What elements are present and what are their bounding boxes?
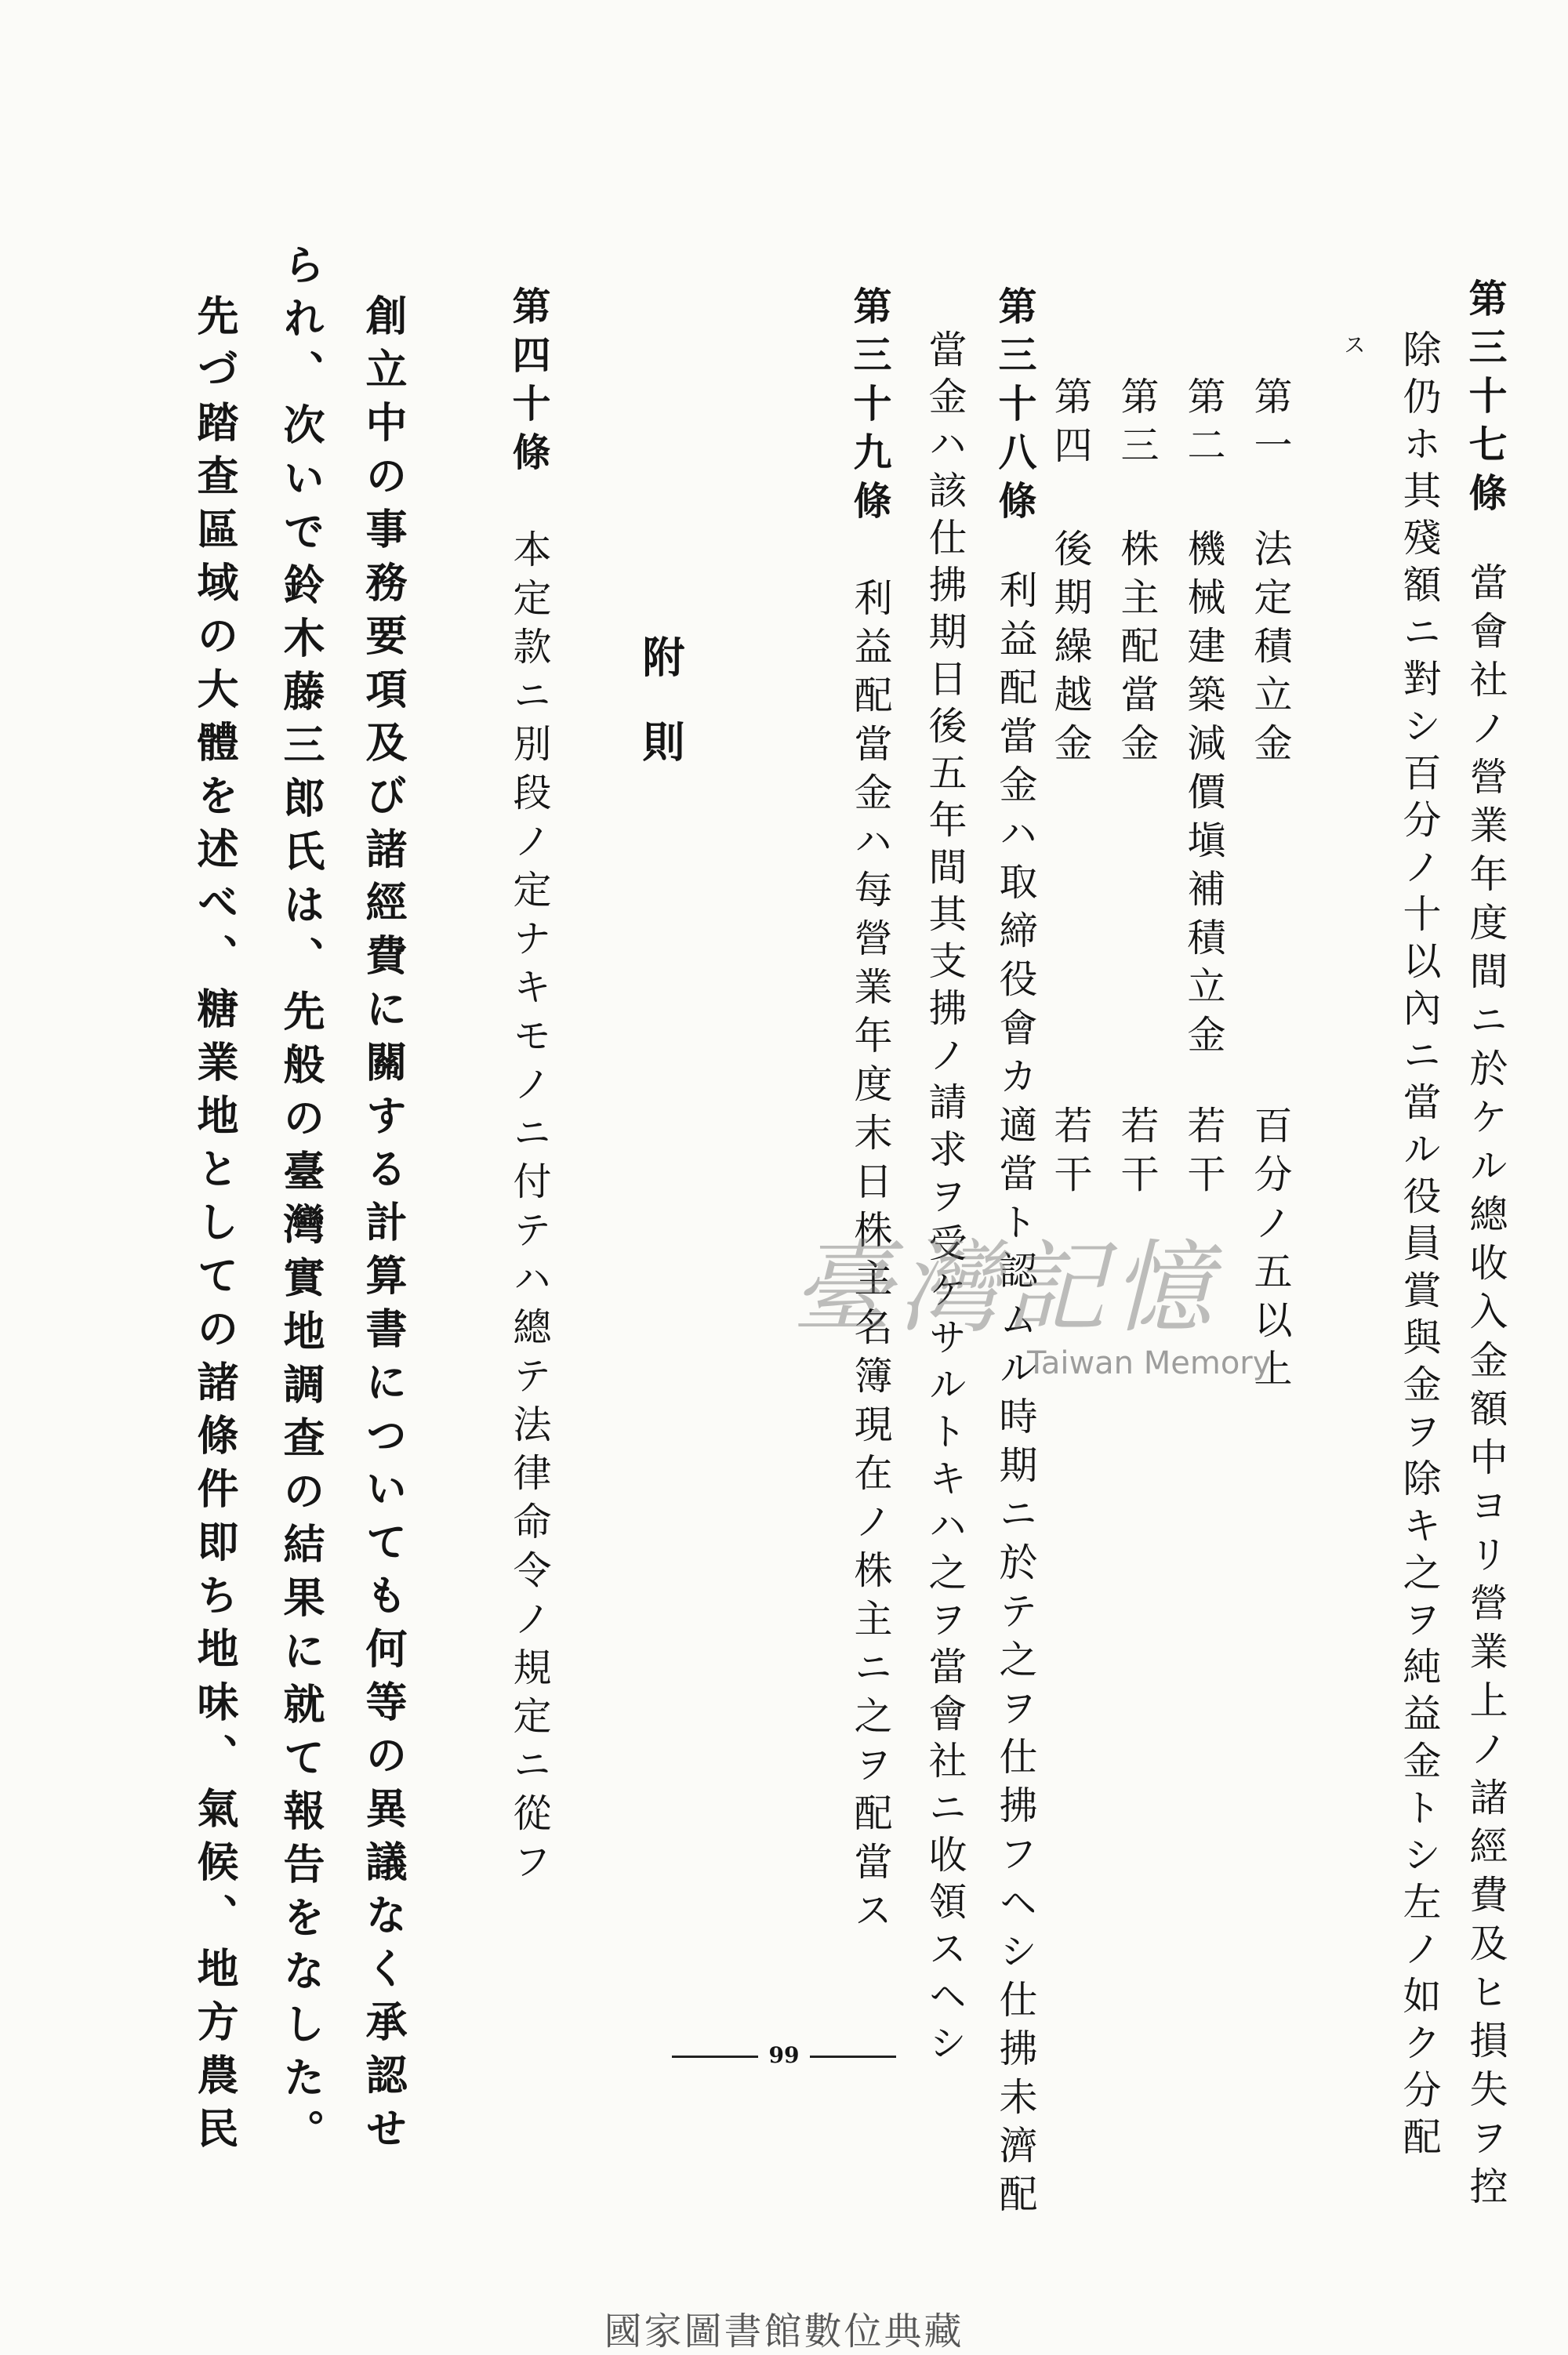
article39-label: 第三十九條: [848, 286, 893, 529]
allocation-amount-4: [1048, 1105, 1093, 1203]
prose-text-2: られ、次いで鈴木藤三郎氏は、先般の臺灣實地調查の結果に就て報告をなした。: [277, 243, 325, 2162]
page-number: [0, 2042, 1568, 2068]
article38-text-2: 當金ハ該仕拂期日後五年間其支拂ノ請求ヲ受ケサルトキハ之ヲ當會社ニ收領スヘシ: [923, 329, 967, 2070]
allocation-no-3: 第三: [1115, 376, 1160, 474]
footer-credit: 國家圖書館數位典藏: [604, 2310, 964, 2353]
allocation-no-2: 第二: [1181, 376, 1226, 474]
article40: [506, 286, 552, 1890]
supplementary-heading-text: 附 則: [636, 635, 686, 762]
prose-line-3: [191, 294, 239, 2160]
allocation-amount-2: [1181, 1105, 1226, 1203]
allocation-row-1: [1248, 376, 1293, 771]
article37-text-3: ス: [1341, 333, 1367, 357]
article37-text-2: 除仍ホ其殘額ニ對シ百分ノ十以內ニ當ル役員賞與金ヲ除キ之ヲ純益金トシ左ノ如ク分配: [1397, 329, 1442, 2164]
article38-label: 第三十八條: [993, 286, 1038, 529]
allocation-no-4: 第四: [1048, 376, 1093, 474]
article39: [848, 286, 893, 1939]
allocation-amount-3: [1115, 1105, 1160, 1203]
allocation-no-1: 第一: [1248, 376, 1293, 474]
allocation-item-1: 法定積立金: [1248, 528, 1293, 771]
prose-line-1: [359, 294, 408, 2160]
article40-text: 本定款ニ別段ノ定ナキモノニ付テハ總テ法律命令ノ規定ニ從フ: [507, 529, 552, 1890]
article38-text-1: 利益配當金ハ取締役會カ適當ト認ムル時期ニ於テ之ヲ仕拂フヘシ仕拂未濟配: [993, 570, 1038, 2223]
watermark-en: Taiwan Memory: [1027, 1345, 1272, 1381]
article38-line2: [923, 329, 967, 2070]
article37-line1: [1463, 278, 1508, 2215]
allocation-amount-value-4: 若干: [1048, 1105, 1093, 1203]
page-number-right-rule: [810, 2056, 896, 2058]
allocation-amount-value-3: 若干: [1115, 1105, 1160, 1203]
allocation-row-4: [1048, 376, 1093, 771]
article37-line3: [1341, 333, 1367, 357]
article37-line2: [1397, 329, 1442, 2164]
allocation-amount-value-1: 百分ノ五以上: [1248, 1105, 1293, 1397]
prose-line-2: [277, 243, 325, 2162]
page-number-value: 99: [768, 2042, 800, 2068]
prose-text-1: 創立中の事務要項及び諸經費に關する計算書についても何等の異議なく承認せ: [359, 294, 408, 2160]
watermark-logo: [792, 1207, 1271, 1381]
article40-label: 第四十條: [506, 286, 552, 481]
page-number-left-rule: [672, 2056, 758, 2058]
allocation-item-4: 後期繰越金: [1048, 528, 1093, 771]
article39-text: 利益配當金ハ每營業年度末日株主名簿現在ノ株主ニ之ヲ配當ス: [848, 578, 893, 1939]
allocation-item-3: 株主配當金: [1115, 528, 1160, 771]
allocation-amount-value-2: 若干: [1181, 1105, 1226, 1203]
article37-text-1: 當會社ノ營業年度間ニ於ケル總收入金額中ヨリ營業上ノ諸經費及ヒ損失ヲ控: [1464, 562, 1508, 2215]
allocation-row-2: [1181, 376, 1226, 1063]
prose-text-3: 先づ踏查區域の大體を述べ、糖業地としての諸條件即ち地味、氣候、地方農民: [191, 294, 239, 2160]
allocation-item-2: 機械建築減價塡補積立金: [1181, 528, 1226, 1063]
supplementary-heading: [636, 635, 686, 762]
allocation-row-3: [1115, 376, 1160, 771]
article37-label: 第三十七條: [1463, 278, 1508, 521]
watermark-cn: 臺灣記憶: [792, 1230, 1219, 1347]
